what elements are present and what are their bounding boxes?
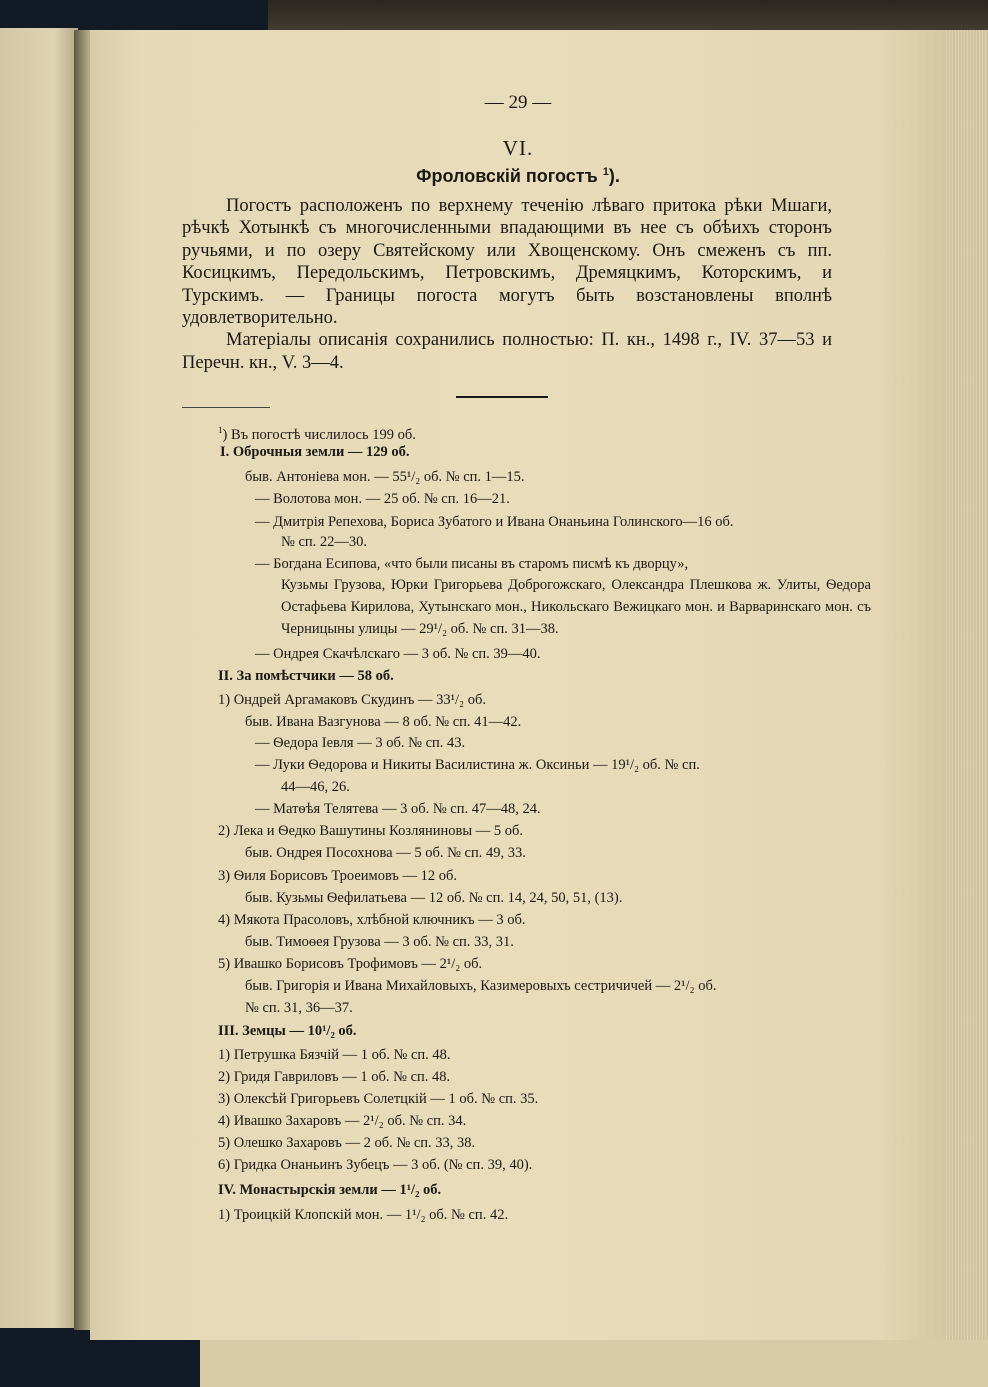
page-number: — 29 —	[484, 92, 552, 113]
page-stack-edge	[945, 30, 988, 1340]
body-text	[182, 195, 832, 374]
section-numeral: VI.	[502, 136, 534, 160]
title-footnote-mark: 1	[602, 166, 609, 178]
heading-obrochnye: I. Оброчныя земли — 129 об.	[220, 444, 410, 460]
title-close: ).	[608, 166, 620, 186]
list-item: 4) Мякота Прасоловъ, хлѣбной ключникъ — 3 об.	[218, 912, 526, 928]
list-item: быв. Кузьмы Ѳефилатьева — 12 об. № сп. 14, 24, 50, 51, (13).	[245, 890, 623, 906]
heading-monastyrskie: IV. Монастырскія земли — 1¹/₂ об.	[218, 1182, 442, 1198]
list-item: 44—46, 26.	[281, 779, 350, 795]
title-text: Фроловскій погостъ	[416, 166, 603, 186]
left-page	[0, 28, 78, 1328]
list-item: быв. Антоніева мон. — 55¹/₂ об. № сп. 1—15.	[245, 469, 525, 485]
list-item: 1) Троицкій Клопскій мон. — 1¹/₂ об. № сп. 42.	[218, 1207, 509, 1223]
list-item: № сп. 22—30.	[281, 534, 368, 550]
section-title	[90, 166, 946, 187]
book-page	[90, 30, 946, 1340]
list-item: 5) Ивашко Борисовъ Трофимовъ — 2¹/₂ об.	[218, 956, 483, 972]
list-item: 3) Олексѣй Григорьевъ Солетцкій — 1 об. № сп. 35.	[218, 1091, 539, 1107]
book-bottom-edge	[200, 1335, 988, 1387]
list-item: быв. Ивана Вазгунова — 8 об. № сп. 41—42.	[245, 714, 522, 730]
list-item: — Матѳѣя Телятева — 3 об. № сп. 47—48, 24.	[255, 801, 541, 817]
list-item: 1) Петрушка Бязчій — 1 об. № сп. 48.	[218, 1047, 451, 1063]
list-item: 2) Гридя Гавриловъ — 1 об. № сп. 48.	[218, 1069, 451, 1085]
footnote-rule	[182, 407, 270, 408]
list-item: 6) Гридка Онаньинъ Зубецъ — 3 об. (№ сп. 39, 40).	[218, 1157, 533, 1173]
list-item: быв. Ондрея Посохнова — 5 об. № сп. 49, 33.	[245, 845, 526, 861]
list-item: — Волотова мон. — 25 об. № сп. 16—21.	[255, 491, 510, 507]
list-item: № сп. 31, 36—37.	[245, 1000, 353, 1016]
footnote-mark: 1	[218, 425, 223, 435]
paragraph-materials: Матеріалы описанія сохранились полностью: П. кн., 1498 г., IV. 37—53 и Перечн. кн., V. 3—4.	[182, 330, 832, 373]
list-item: — Ондрея Скачѣлскаго — 3 об. № сп. 39—40.	[255, 646, 541, 662]
list-item: — Ѳедора Іевля — 3 об. № сп. 43.	[255, 735, 466, 751]
section-divider	[456, 396, 548, 398]
heading-zemtsy: III. Земцы — 10¹/₂ об.	[218, 1023, 357, 1039]
list-item: быв. Тимоѳея Грузова — 3 об. № сп. 33, 31.	[245, 934, 514, 950]
list-item: быв. Григорія и Ивана Михайловыхъ, Казимеровыхъ сестричичей — 2¹/₂ об.	[245, 978, 717, 994]
footnote-intro: $^1$) Въ погостѣ числилось 199 об.	[218, 425, 416, 443]
list-item: 2) Лека и Ѳедко Вашутины Козляниновы — 5 об.	[218, 823, 523, 839]
list-item: — Богдана Есипова, «что были писаны въ старомъ писмѣ къ дворцу»,	[255, 556, 689, 572]
list-item: 1) Ондрей Аргамаковъ Скудинъ — 33¹/₂ об.	[218, 692, 486, 708]
list-item: 5) Олешко Захаровъ — 2 об. № сп. 33, 38.	[218, 1135, 476, 1151]
list-item: — Дмитрія Репехова, Бориса Зубатого и Ивана Онаньина Голинского—16 об.	[255, 514, 734, 530]
list-item: 3) Ѳиля Борисовъ Троеимовъ — 12 об.	[218, 868, 458, 884]
list-item: Кузьмы Грузова, Юрки Григорьева Доброгожскаго, Олександра Плешкова ж. Улиты, Ѳедора Остафьева Кирилова, Хутынскаго мон., Никольскаго Вежицкаго мон. и Варваринскаго мон. съ Черницыны улицы — 29¹/₂ об. № сп. 31—38.	[281, 577, 871, 637]
heading-pomestchiki: II. За помѣстчики — 58 об.	[218, 668, 394, 684]
list-item: — Луки Ѳедорова и Никиты Василистина ж. Оксиньи — 19¹/₂ об. № сп.	[255, 757, 700, 773]
list-item: 4) Ивашко Захаровъ — 2¹/₂ об. № сп. 34.	[218, 1113, 467, 1129]
paragraph-boundaries: Погостъ расположенъ по верхнему теченію лѣваго притока рѣки Мшаги, рѣчкѣ Хотынкѣ съ многочисленными впадающими въ нее съ обѣихъ сторонъ ручьями, и по озеру Святейскому или Хвощенскому. Онъ смеженъ съ пп. Косицкимъ, Передольскимъ, Петровскимъ, Дремяцкимъ, Которскимъ, и Турскимъ. — Границы погоста могутъ быть возстановлены вполнѣ удовлетворительно.	[182, 196, 832, 329]
